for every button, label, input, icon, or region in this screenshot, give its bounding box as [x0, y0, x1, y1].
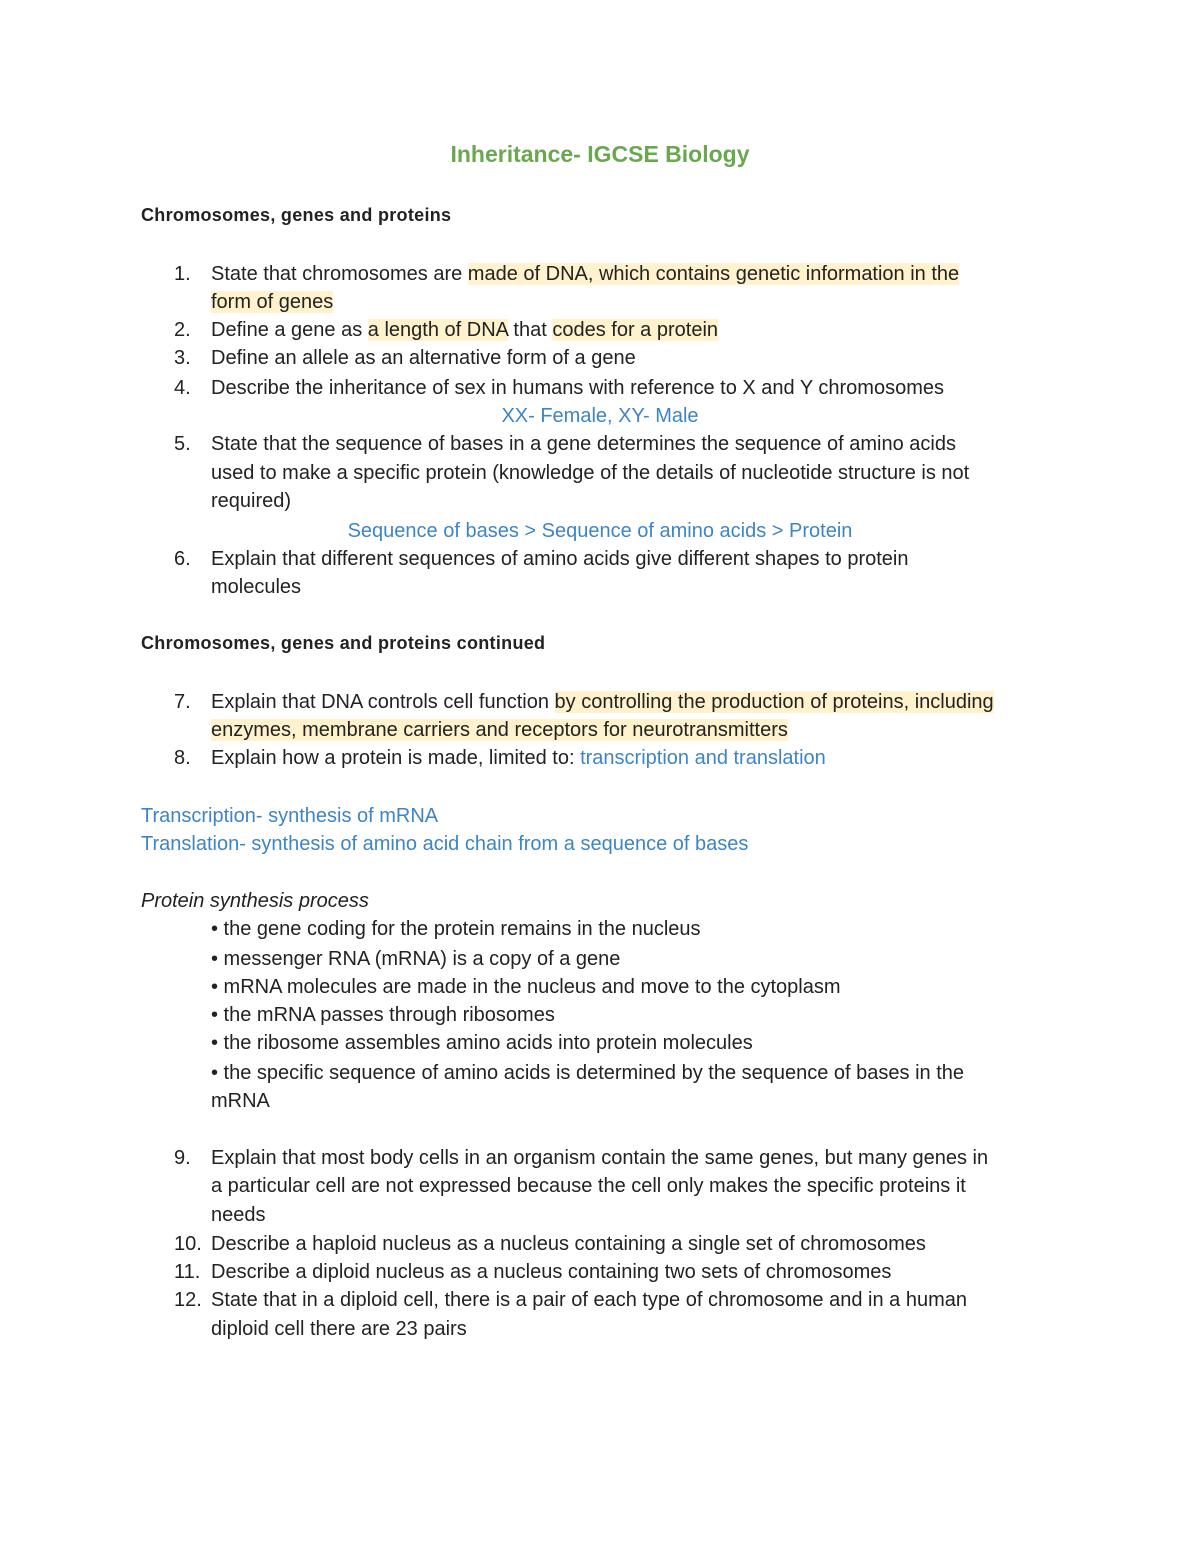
list-item-10: Describe a haploid nucleus as a nucleus containing a single set of chromosomes	[211, 1233, 926, 1255]
list-item-11: Describe a diploid nucleus as a nucleus containing two sets of chromosomes	[211, 1261, 892, 1283]
document-title: Inheritance- IGCSE Biology	[450, 141, 750, 167]
list-item-4: Describe the inheritance of sex in humans with reference to X and Y chromosomes	[211, 377, 944, 399]
highlighted-text: a length of DNA	[367, 319, 508, 341]
list-item-text: Explain how a protein is made, limited to:	[211, 747, 581, 769]
list-number: 11.	[174, 1261, 201, 1283]
highlighted-text: form of genes	[211, 291, 334, 313]
bullet-item: • mRNA molecules are made in the nucleus and move to the cytoplasm	[211, 976, 841, 998]
list-number: 1.	[174, 263, 191, 285]
list-number: 10.	[174, 1233, 202, 1255]
list-item-text: State that chromosomes are	[211, 263, 468, 285]
bullet-item: • the gene coding for the protein remains in the nucleus	[211, 918, 701, 940]
list-item-1-cont	[211, 288, 333, 316]
list-item-5: State that the sequence of bases in a gene determines the sequence of amino acids	[211, 433, 956, 455]
note-sequence: Sequence of bases > Sequence of amino acids > Protein	[347, 520, 853, 542]
bullet-item: • the mRNA passes through ribosomes	[211, 1004, 555, 1026]
list-number: 8.	[174, 747, 191, 769]
list-number: 6.	[174, 548, 191, 570]
list-number: 12.	[174, 1289, 202, 1311]
highlighted-text: codes for a protein	[552, 319, 719, 341]
process-heading: Protein synthesis process	[141, 890, 369, 912]
list-item-5-cont: used to make a specific protein (knowledge of the details of nucleotide structure is not	[211, 462, 970, 484]
bullet-item-cont: mRNA	[211, 1090, 270, 1112]
list-number: 3.	[174, 347, 191, 369]
list-item-9-cont: a particular cell are not expressed because the cell only makes the specific proteins it	[211, 1175, 966, 1197]
list-item-7	[211, 688, 994, 716]
list-item-text: Define a gene as	[211, 319, 368, 341]
highlighted-text: by controlling the production of proteins, including	[554, 691, 994, 713]
highlighted-text: made of DNA, which contains genetic information in the	[467, 263, 960, 285]
list-item-7-cont	[211, 716, 788, 744]
list-item-text: Explain that DNA controls cell function	[211, 691, 555, 713]
highlighted-text: enzymes, membrane carriers and receptors for neurotransmitters	[211, 719, 788, 741]
definition-translation: Translation- synthesis of amino acid chain from a sequence of bases	[141, 833, 749, 855]
bullet-item: • the ribosome assembles amino acids into protein molecules	[211, 1032, 753, 1054]
list-number: 2.	[174, 319, 191, 341]
list-number: 5.	[174, 433, 191, 455]
list-item-5-cont: required)	[211, 490, 292, 512]
bullet-item: • messenger RNA (mRNA) is a copy of a gene	[211, 948, 621, 970]
note-text: transcription and translation	[580, 747, 826, 769]
list-item-2	[211, 316, 718, 344]
list-item-9: Explain that most body cells in an organism contain the same genes, but many genes in	[211, 1147, 989, 1169]
list-item-12-cont: diploid cell there are 23 pairs	[211, 1318, 467, 1340]
bullet-item: • the specific sequence of amino acids is determined by the sequence of bases in the	[211, 1062, 965, 1084]
list-number: 4.	[174, 377, 191, 399]
note-sex-chromosomes: XX- Female, XY- Male	[501, 405, 699, 427]
list-number: 7.	[174, 691, 191, 713]
list-item-8	[211, 744, 826, 772]
list-item-1	[211, 260, 959, 288]
list-item-3: Define an allele as an alternative form of a gene	[211, 347, 636, 369]
section-heading-2: Chromosomes, genes and proteins continued	[141, 633, 546, 653]
list-item-12: State that in a diploid cell, there is a pair of each type of chromosome and in a human	[211, 1289, 967, 1311]
list-item-text: that	[507, 319, 553, 341]
section-heading-1: Chromosomes, genes and proteins	[141, 205, 452, 225]
list-item-6: Explain that different sequences of amino acids give different shapes to protein	[211, 548, 909, 570]
list-item-9-cont: needs	[211, 1204, 266, 1226]
list-number: 9.	[174, 1147, 191, 1169]
list-item-6-cont: molecules	[211, 576, 302, 598]
definition-transcription: Transcription- synthesis of mRNA	[141, 805, 439, 827]
